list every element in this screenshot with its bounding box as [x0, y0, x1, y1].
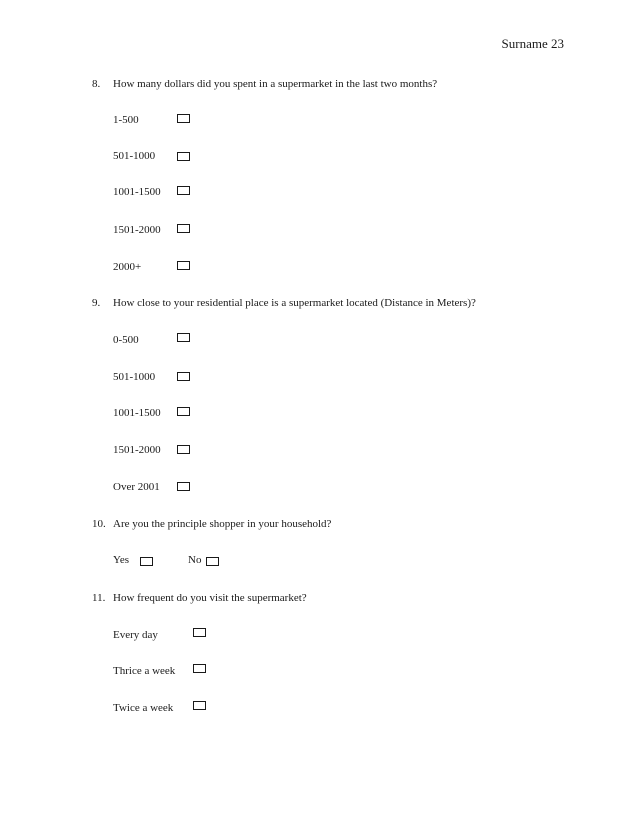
q9-option-checkbox[interactable] [177, 407, 190, 416]
q11-option-label: Thrice a week [113, 665, 176, 677]
q8-option-label: 1001-1500 [113, 186, 161, 198]
question-10-text: Are you the principle shopper in your household? [113, 518, 332, 530]
question-9 [92, 297, 476, 309]
q8-option-label: 1-500 [113, 114, 139, 126]
q10-option-no-label: No [188, 554, 202, 566]
q9-option-checkbox[interactable] [177, 333, 190, 342]
q10-option-yes-checkbox[interactable] [140, 557, 153, 566]
question-10 [92, 518, 331, 530]
page-header-surname: Surname 23 [501, 36, 564, 51]
q9-option-checkbox[interactable] [177, 482, 190, 491]
q9-option-label: 1001-1500 [113, 407, 161, 419]
question-8-text: How many dollars did you spent in a supermarket in the last two months? [113, 78, 438, 90]
q8-option-checkbox[interactable] [177, 186, 190, 195]
q8-option-label: 501-1000 [113, 150, 156, 162]
q11-option-label: Twice a week [113, 702, 174, 714]
q11-option-checkbox[interactable] [193, 628, 206, 637]
question-11 [92, 592, 307, 604]
question-11-text: How frequent do you visit the supermarket? [113, 592, 307, 604]
q8-option-checkbox[interactable] [177, 152, 190, 161]
q9-option-label: 501-1000 [113, 371, 156, 383]
question-8 [92, 78, 437, 90]
q8-option-label: 2000+ [113, 261, 142, 273]
question-8-number: 8. [92, 78, 101, 90]
q10-option-yes-label: Yes [113, 554, 130, 566]
q8-option-checkbox[interactable] [177, 224, 190, 233]
q9-option-checkbox[interactable] [177, 445, 190, 454]
q11-option-checkbox[interactable] [193, 664, 206, 673]
question-9-text: How close to your residential place is a supermarket located (Distance in Meters)? [113, 297, 476, 309]
q9-option-label: 0-500 [113, 334, 139, 346]
q11-option-checkbox[interactable] [193, 701, 206, 710]
question-10-number: 10. [92, 518, 106, 530]
q8-option-checkbox[interactable] [177, 261, 190, 270]
q8-option-checkbox[interactable] [177, 114, 190, 123]
q8-option-label: 1501-2000 [113, 224, 161, 236]
q10-option-no-checkbox[interactable] [206, 557, 219, 566]
q11-option-label: Every day [113, 629, 158, 641]
question-11-number: 11. [92, 592, 106, 604]
q9-option-label: 1501-2000 [113, 444, 161, 456]
question-9-number: 9. [92, 297, 101, 309]
q9-option-checkbox[interactable] [177, 372, 190, 381]
q9-option-label: Over 2001 [113, 481, 160, 493]
